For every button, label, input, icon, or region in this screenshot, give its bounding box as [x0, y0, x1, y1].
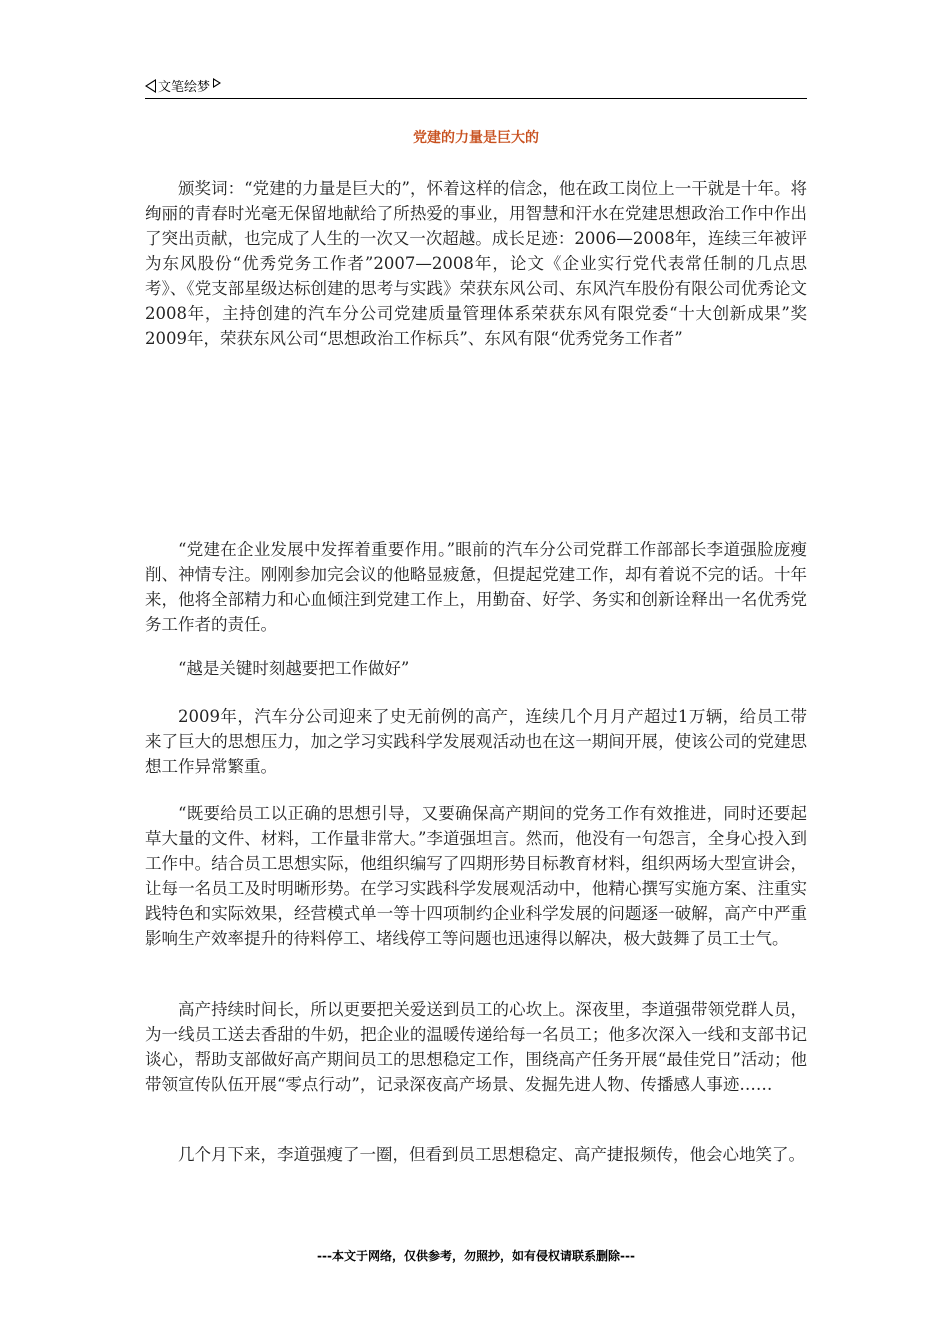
page-header — [145, 74, 807, 99]
paragraph-2009: 2009年，汽车分公司迎来了史无前例的高产，连续几个月月产超过1万辆，给员工带来了巨大的思想压力，加之学习实践科学发展观活动也在这一期间开展，使该公司的党建思想工作异常繁重。 — [145, 707, 807, 776]
document-title: 党建的力量是巨大的 — [413, 130, 539, 146]
header-logo — [145, 76, 221, 95]
header-logo-text: 文笔绘梦 — [158, 80, 211, 95]
left-triangle-icon — [145, 79, 156, 93]
section-heading: “越是关键时刻越要把工作做好” — [178, 659, 410, 678]
page-footer-disclaimer: ---本文于网络，仅供参考，勿照抄，如有侵权请联系删除--- — [317, 1249, 635, 1263]
paragraph-award-citation: 颁奖词：“党建的力量是巨大的”，怀着这样的信念，他在政工岗位上一干就是十年。将绚丽的青春时光毫无保留地献给了所热爱的事业，用智慧和汗水在党建思想政治工作中作出了突出贡献，也完成了人生的一次又一次超越。成长足迹：2006—2008年，连续三年被评为东风股份“优秀党务工作者”2007—2008年，论文《企业实行党代表常任制的几点思考》、《党支部星级达标创建的思考与实践》荣获东风公司、东风汽车股份有限公司优秀论文2008年，主持创建的汽车分公司党建质量管理体系荣获东风有限党委“十大创新成果”奖2009年，荣获东风公司“思想政治工作标兵”、东风有限“优秀党务工作者” — [145, 179, 807, 348]
paragraph-care: 高产持续时间长，所以更要把关爱送到员工的心坎上。深夜里，李道强带领党群人员，为一线员工送去香甜的牛奶，把企业的温暖传递给每一名员工；他多次深入一线和支部书记谈心，帮助支部做好高产期间员工的思想稳定工作，围绕高产任务开展“最佳党日”活动；他带领宣传队伍开展“零点行动”，记录深夜高产场景、发掘先进人物、传播感人事迹…… — [145, 1000, 807, 1094]
paragraph-intro: “党建在企业发展中发挥着重要作用。”眼前的汽车分公司党群工作部部长李道强脸庞瘦削、神情专注。刚刚参加完会议的他略显疲惫，但提起党建工作，却有着说不完的话。十年来，他将全部精力和心血倾注到党建工作上，用勤奋、好学、务实和创新诠释出一名优秀党务工作者的责任。 — [145, 540, 807, 634]
right-triangle-icon — [213, 78, 221, 88]
paragraph-conclusion: 几个月下来，李道强瘦了一圈，但看到员工思想稳定、高产捷报频传，他会心地笑了。 — [178, 1145, 805, 1164]
paragraph-guidance: “既要给员工以正确的思想引导，又要确保高产期间的党务工作有效推进，同时还要起草大量的文件、材料，工作量非常大。”李道强坦言。然而，他没有一句怨言，全身心投入到工作中。结合员工思想实际，他组织编写了四期形势目标教育材料，组织两场大型宣讲会，让每一名员工及时明晰形势。在学习实践科学发展观活动中，他精心撰写实施方案、注重实践特色和实际效果，经营模式单一等十四项制约企业科学发展的问题逐一破解，高产中严重影响生产效率提升的待料停工、堵线停工等问题也迅速得以解决，极大鼓舞了员工士气。 — [145, 804, 807, 948]
